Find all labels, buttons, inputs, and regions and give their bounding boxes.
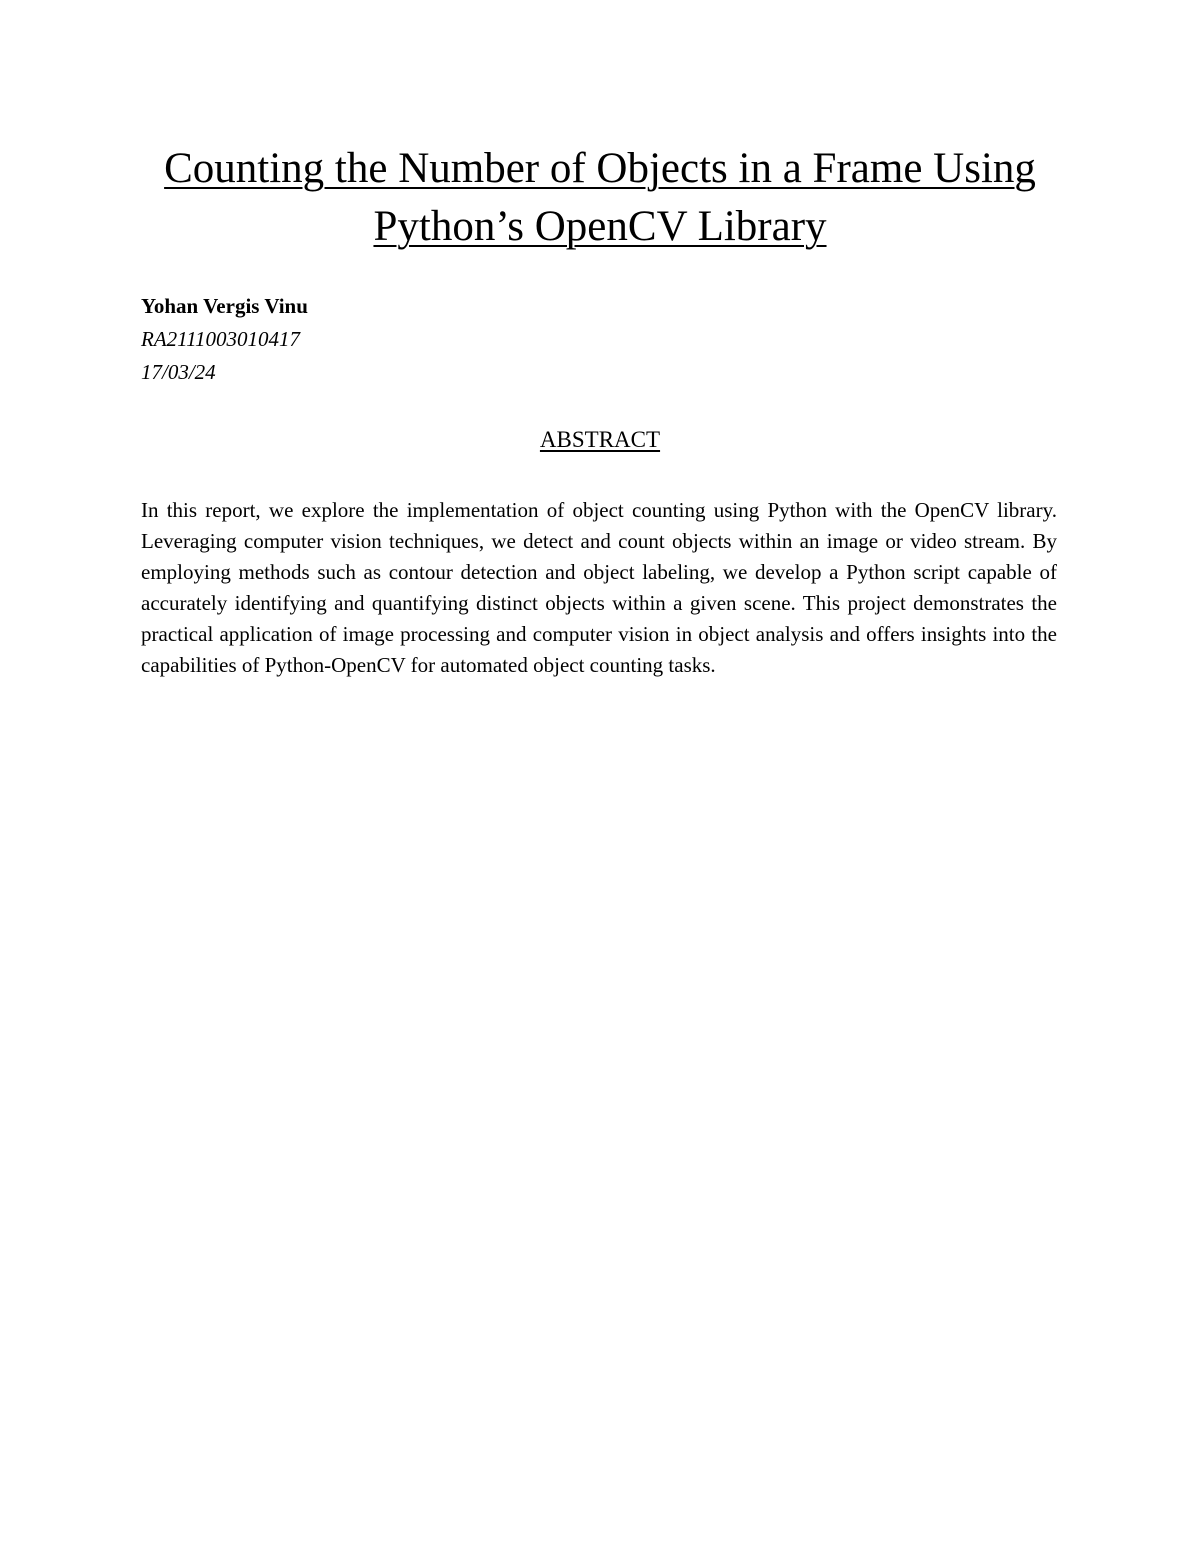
author-block bbox=[141, 290, 308, 389]
document-title bbox=[120, 140, 1080, 256]
abstract-body: In this report, we explore the implementation of object counting using Python with the OpenCV library. Leveraging computer vision techniques, we detect and count objects within an image or video stream. By employing methods such as contour detection and object labeling, we develop a Python script capable of accurately identifying and quantifying distinct objects within a given scene. This project demonstrates the practical application of image processing and computer vision in object analysis and offers insights into the capabilities of Python-OpenCV for automated object counting tasks. bbox=[141, 498, 1057, 677]
author-name: Yohan Vergis Vinu bbox=[141, 294, 308, 318]
author-id: RA2111003010417 bbox=[141, 327, 301, 351]
abstract-heading: ABSTRACT bbox=[539, 427, 661, 452]
title-line-1: Counting the Number of Objects in a Frame Using bbox=[164, 145, 1036, 192]
title-line-2: Python’s OpenCV Library bbox=[373, 203, 827, 250]
document-date: 17/03/24 bbox=[141, 360, 216, 384]
